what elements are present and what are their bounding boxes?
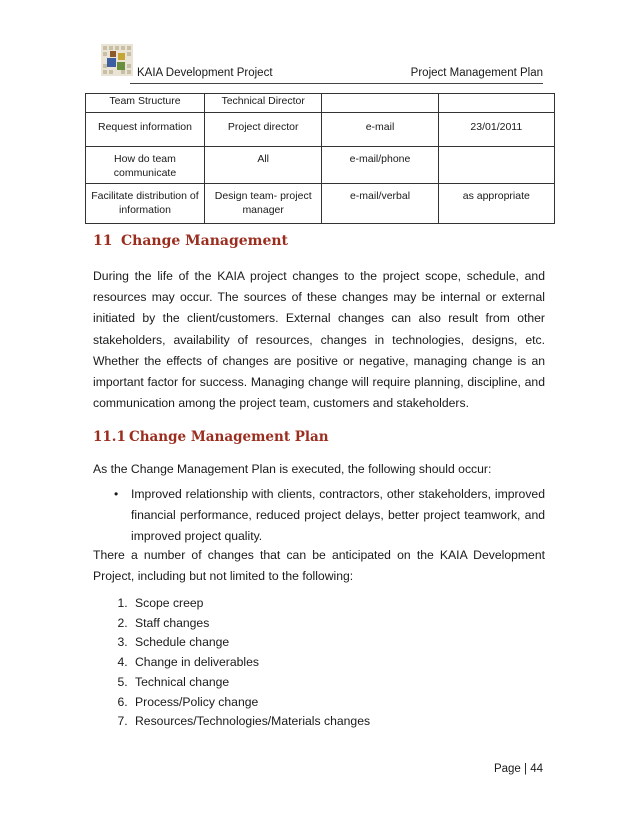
list-item: 3. Schedule change	[131, 633, 370, 653]
section-number: 11	[93, 233, 113, 249]
table-row	[86, 184, 555, 224]
list-item: 4. Change in deliverables	[131, 653, 370, 673]
page-number: Page | 44	[493, 763, 543, 775]
table-cell: How do team communicate	[86, 147, 205, 184]
table-row	[86, 113, 555, 147]
section-heading	[93, 233, 288, 249]
table-cell: All	[204, 147, 321, 184]
table-row	[86, 94, 555, 113]
bullet-item: Improved relationship with clients, contractors, other stakeholders, improved financial performance, reduced project delays, better project teamwork, and improved project quality.	[131, 487, 545, 544]
table-cell: Request information	[86, 113, 205, 147]
header-divider	[130, 83, 543, 84]
section-title: Change Management	[121, 233, 289, 249]
section-paragraph: During the life of the KAIA project changes to the project scope, schedule, and resources may occur. The sources of these changes may be internal or external initiated by the client/customers. External changes can also result from other stakeholders, availability of resources, changes in technologies, designs, etc. Whether the effects of changes are positive or negative, managing change is an important factor for success. Managing change will require planning, discipline, and communication among the project team, customers and stakeholders.	[93, 269, 545, 411]
list-item: 5. Technical change	[131, 673, 370, 693]
list-item: 1. Scope creep	[131, 594, 370, 614]
table-cell	[438, 94, 554, 113]
table-cell: Facilitate distribution of information	[86, 184, 205, 224]
table-cell: e-mail/phone	[322, 147, 438, 184]
table-cell: e-mail	[322, 113, 438, 147]
list-item: 7. Resources/Technologies/Materials changes	[131, 712, 370, 732]
header-document-title: Project Management Plan	[410, 67, 543, 79]
company-logo	[97, 40, 137, 80]
subsection-number: 11.1	[93, 429, 126, 445]
subsection-intro: As the Change Management Plan is executed, the following should occur:	[93, 462, 492, 476]
anticipated-changes-paragraph: There a number of changes that can be anticipated on the KAIA Development Project, including but not limited to the following:	[93, 548, 545, 584]
table-cell: e-mail/verbal	[322, 184, 438, 224]
subsection-heading	[93, 429, 329, 445]
header-project-name: KAIA Development Project	[137, 67, 273, 79]
table-cell: 23/01/2011	[438, 113, 554, 147]
table-cell: Team Structure	[86, 94, 205, 113]
list-item: 6. Process/Policy change	[131, 693, 370, 713]
list-item: 2. Staff changes	[131, 614, 370, 634]
table-cell	[438, 147, 554, 184]
table-cell	[322, 94, 438, 113]
communication-table	[85, 93, 555, 224]
table-cell: Project director	[204, 113, 321, 147]
table-row	[86, 147, 555, 184]
table-cell: as appropriate	[438, 184, 554, 224]
changes-list	[93, 594, 370, 732]
table-cell: Design team- project manager	[204, 184, 321, 224]
subsection-title: Change Management Plan	[129, 429, 329, 445]
bullet-icon: •	[114, 487, 119, 501]
table-cell: Technical Director	[204, 94, 321, 113]
